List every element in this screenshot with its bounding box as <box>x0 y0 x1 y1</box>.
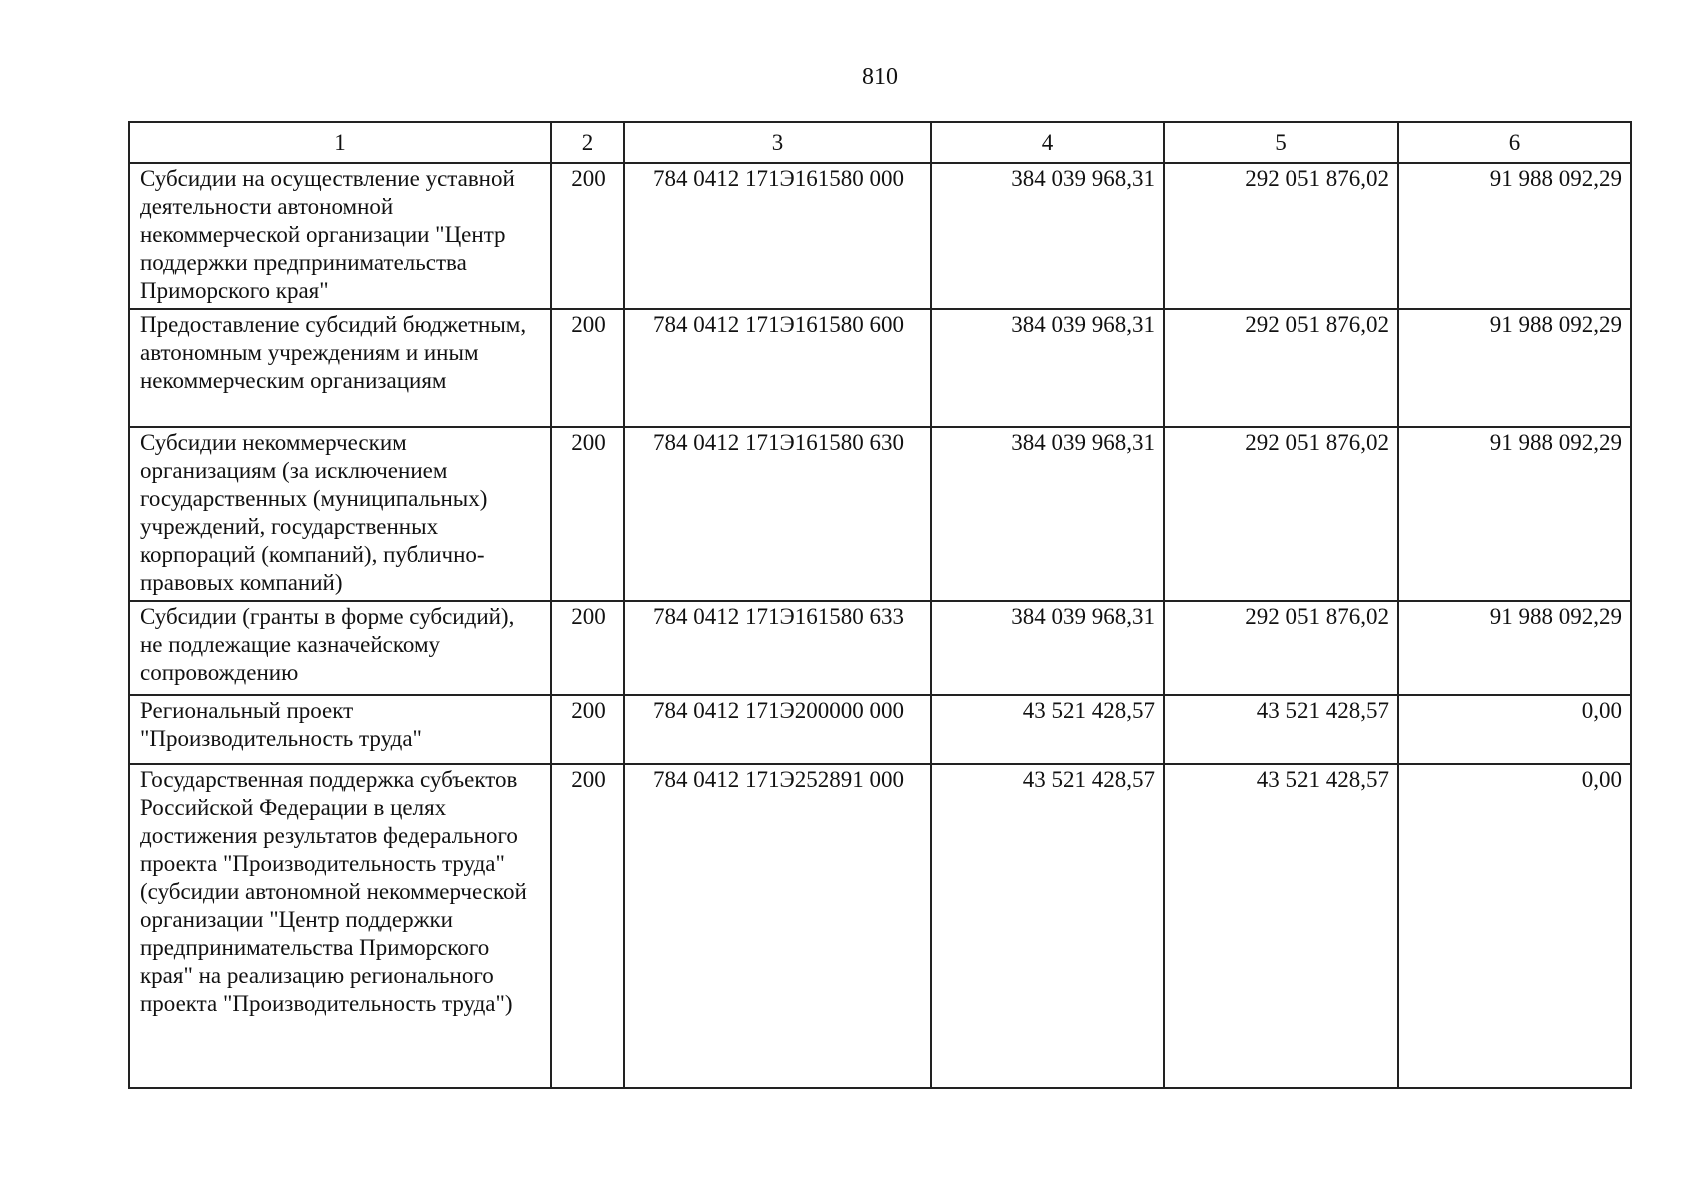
row-name: Региональный проект "Производительность труда" <box>129 695 551 764</box>
table-row <box>129 764 1631 1088</box>
header-cell: 6 <box>1398 122 1631 163</box>
header-cell: 3 <box>624 122 931 163</box>
row-col5: 292 051 876,02 <box>1164 427 1398 601</box>
table-row <box>129 427 1631 601</box>
row-col5: 292 051 876,02 <box>1164 309 1398 427</box>
table-row <box>129 163 1631 309</box>
row-code: 784 0412 171Э161580 000 <box>624 163 931 309</box>
table-row <box>129 309 1631 427</box>
table-row <box>129 695 1631 764</box>
row-code: 784 0412 171Э252891 000 <box>624 764 931 1088</box>
row-col4: 43 521 428,57 <box>931 764 1164 1088</box>
row-col6: 0,00 <box>1398 695 1631 764</box>
row-name: Субсидии некоммерческим организациям (за исключением государственных (муниципальных) учреждений, государственных корпораций (компаний), публично-правовых компаний) <box>129 427 551 601</box>
row-col6: 0,00 <box>1398 764 1631 1088</box>
row-code: 784 0412 171Э161580 633 <box>624 601 931 695</box>
row-name: Государственная поддержка субъектов Российской Федерации в целях достижения результатов федерального проекта "Производительность труда" (субсидии автономной некоммерческой организации "Центр поддержки предпринимательства Приморского края" на реализацию регионального проекта "Производительность труда") <box>129 764 551 1088</box>
row-col4: 384 039 968,31 <box>931 427 1164 601</box>
row-col4: 384 039 968,31 <box>931 163 1164 309</box>
row-grbs: 200 <box>551 695 624 764</box>
row-col6: 91 988 092,29 <box>1398 309 1631 427</box>
row-col4: 384 039 968,31 <box>931 309 1164 427</box>
row-col6: 91 988 092,29 <box>1398 427 1631 601</box>
row-col4: 384 039 968,31 <box>931 601 1164 695</box>
row-name: Предоставление субсидий бюджетным, автономным учреждениям и иным некоммерческим организациям <box>129 309 551 427</box>
row-grbs: 200 <box>551 764 624 1088</box>
row-col5: 292 051 876,02 <box>1164 163 1398 309</box>
row-col5: 43 521 428,57 <box>1164 695 1398 764</box>
row-col5: 292 051 876,02 <box>1164 601 1398 695</box>
row-grbs: 200 <box>551 601 624 695</box>
row-code: 784 0412 171Э200000 000 <box>624 695 931 764</box>
header-cell: 5 <box>1164 122 1398 163</box>
row-name: Субсидии на осуществление уставной деятельности автономной некоммерческой организации "Центр поддержки предпринимательства Приморского края" <box>129 163 551 309</box>
header-cell: 4 <box>931 122 1164 163</box>
row-col6: 91 988 092,29 <box>1398 601 1631 695</box>
row-code: 784 0412 171Э161580 630 <box>624 427 931 601</box>
header-row <box>129 122 1631 163</box>
row-grbs: 200 <box>551 427 624 601</box>
row-code: 784 0412 171Э161580 600 <box>624 309 931 427</box>
page-number: 810 <box>862 64 898 90</box>
header-cell: 1 <box>129 122 551 163</box>
row-col6: 91 988 092,29 <box>1398 163 1631 309</box>
row-name: Субсидии (гранты в форме субсидий), не подлежащие казначейскому сопровождению <box>129 601 551 695</box>
header-cell: 2 <box>551 122 624 163</box>
row-col5: 43 521 428,57 <box>1164 764 1398 1088</box>
row-grbs: 200 <box>551 309 624 427</box>
table-row <box>129 601 1631 695</box>
budget-table <box>128 121 1632 1089</box>
row-grbs: 200 <box>551 163 624 309</box>
row-col4: 43 521 428,57 <box>931 695 1164 764</box>
